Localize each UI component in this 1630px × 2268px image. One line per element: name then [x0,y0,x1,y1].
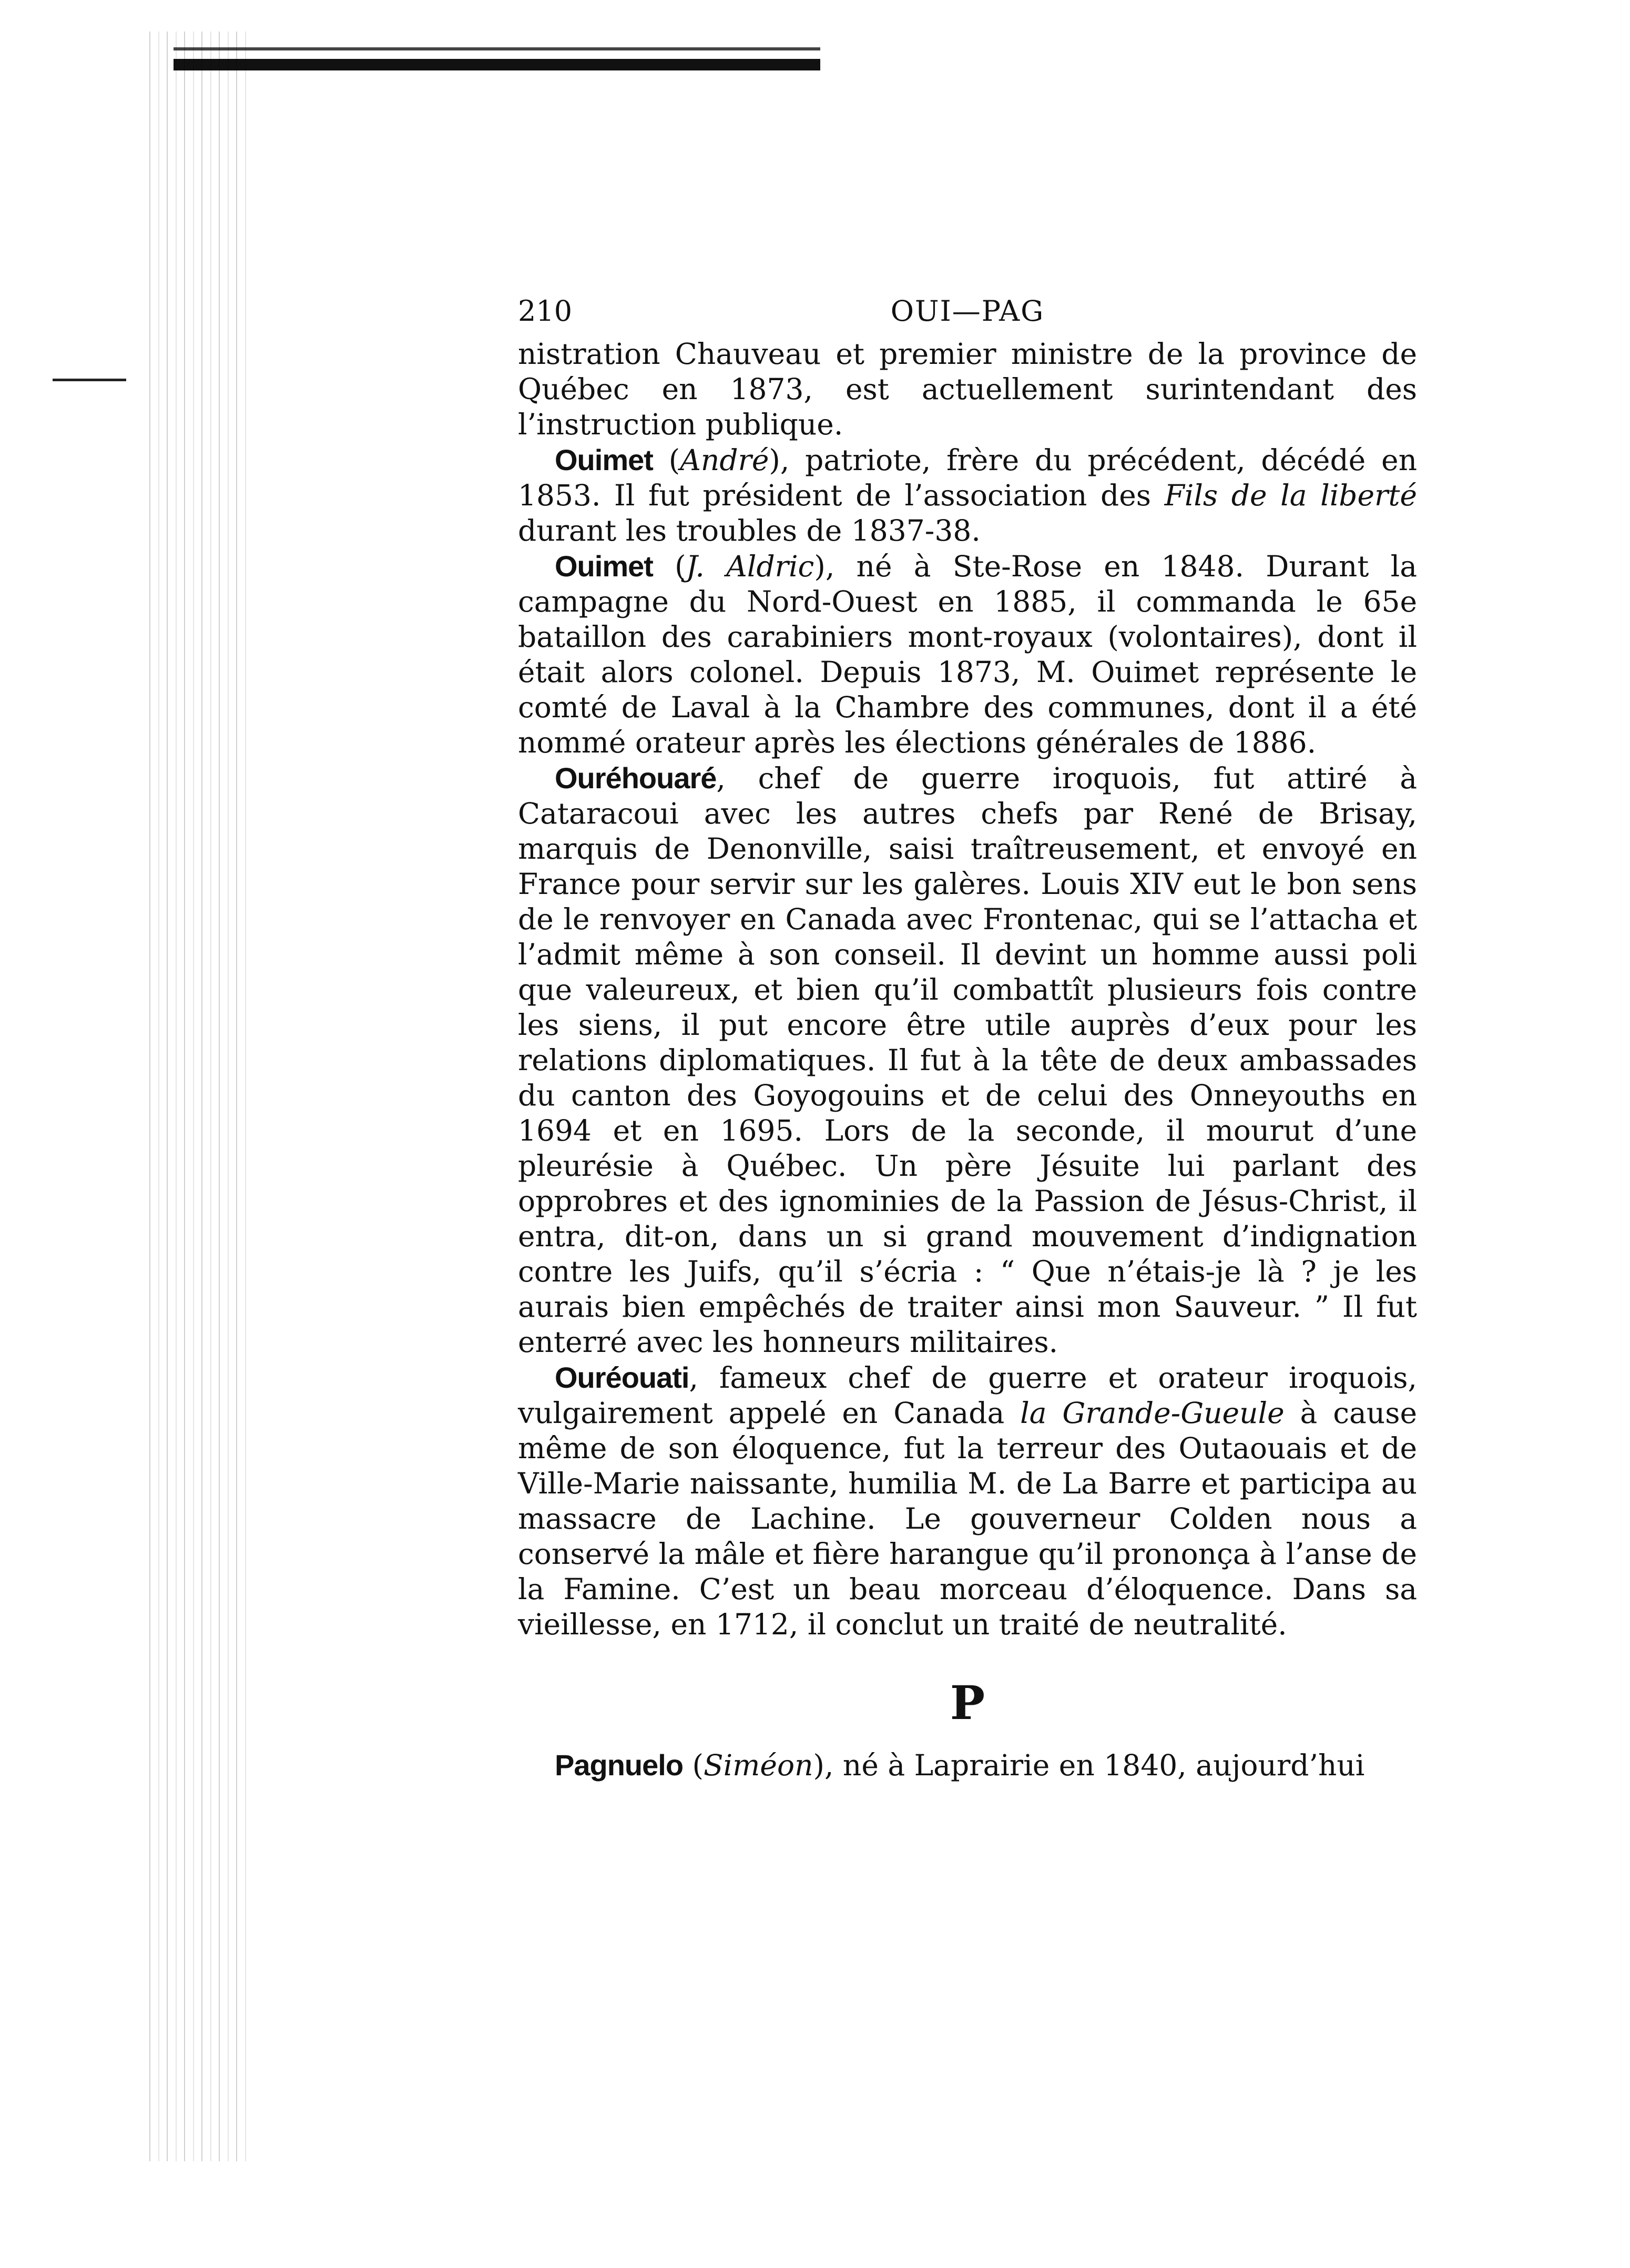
scan-top-rule-thin [174,47,820,50]
continuation-paragraph [518,337,1417,442]
entry-text: durant les troubles de 1837-38. [518,514,981,547]
entry-text: , né à Ste-Rose en 1848. Durant la campagne du Nord-Ouest en 1885, il commanda le 65e bataillon des carabiniers mont-royaux (volontaires), dont il était alors colonel. Depuis 1873, M. Ouimet représente le comté de Laval à la Chambre des communes, dont il a été nommé orateur après les élections générales de 1886. [518,550,1417,759]
headword: Ouimet [555,550,653,583]
running-title: OUI—PAG [890,294,1045,328]
entry-pagnuelo: Pagnuelo (Siméon), né à Laprairie en 1840, aujourd’hui [555,1748,1365,1782]
section-letter: P [950,1675,985,1730]
page-body [518,294,1417,1783]
entry-ourehouare [518,760,1417,1360]
scan-top-rule [174,59,820,70]
given-name: André [680,443,769,477]
scan-binding-edge [142,32,247,2161]
nickname: la Grande-Gueule [1020,1396,1285,1430]
given-name: Siméon [703,1748,813,1782]
given-name: J. Aldric [686,550,814,583]
entry-text: , patriote, frère du précédent, décédé en 1853. Il fut président de l’association des [518,443,1417,512]
entry-text: à cause même de son éloquence, fut la terreur des Outaouais et de Ville-Marie naissante, humilia M. de La Barre et participa au massacre de Lachine. Le gouverneur Colden nous a conservé la mâle et fière harangue qu’il prononça à l’anse de la Famine. C’est un beau morceau d’éloquence. Dans sa vieillesse, en 1712, il conclut un traité de neutralité. [518,1396,1417,1641]
continuation-text: nistration Chauveau et premier ministre de la province de Québec en 1873, est actuellement surintendant des l’instruction publique. [518,337,1417,441]
scan-binding-mark [53,379,126,381]
entry-ouimet-andre: Ouimet (André), patriote, frère du précédent, décédé en 1853. Il fut président de l’association des Fils de la liberté durant les troubles de 1837-38. [518,443,1417,547]
entry-text: , né à Laprairie en 1840, aujourd’hui [824,1748,1365,1782]
page-number: 210 [518,294,573,328]
headword: Ouréouati [555,1361,689,1394]
running-head [518,294,1417,337]
society-name: Fils de la liberté [1164,479,1417,512]
headword: Ouréhouaré [555,761,717,795]
headword: Pagnuelo [555,1748,684,1782]
headword: Ouimet [555,443,653,476]
entry-ouimet-aldric: Ouimet (J. Aldric), né à Ste-Rose en 1848. Durant la campagne du Nord-Ouest en 1885, il commanda le 65e bataillon des carabiniers mont-royaux (volontaires), dont il était alors colonel. Depuis 1873, M. Ouimet représente le comté de Laval à la Chambre des communes, dont il a été nommé orateur après les élections générales de 1886. [518,550,1417,759]
entry-oureouati [518,1360,1417,1642]
entry-text: , fameux chef de guerre et orateur iroquois, vulgairement appelé en Canada [518,1361,1417,1430]
entry-text: , chef de guerre iroquois, fut attiré à Cataracoui avec les autres chefs par René de Brisay, marquis de Denonville, saisi traîtreusement, et envoyé en France pour servir sur les galères. Louis XIV eut le bon sens de le renvoyer en Canada avec Frontenac, qui se l’attacha et l’admit même à son conseil. Il devint un homme aussi poli que valeureux, et bien qu’il combattît plusieurs fois contre les siens, il put encore être utile auprès d’eux pour les relations diplomatiques. Il fut à la tête de deux ambassades du canton des Goyogouins et de celui des Onneyouths en 1694 et en 1695. Lors de la seconde, il mourut d’une pleurésie à Québec. Un père Jésuite lui parlant des opprobres et des ignominies de la Passion de Jésus-Christ, il entra, dit-on, dans un si grand mouvement d’indignation contre les Juifs, qu’il s’écria : “ Que n’étais-je là ? je les aurais bien empêchés de traiter ainsi mon Sauveur. ” Il fut enterré avec les honneurs militaires. [518,761,1417,1359]
